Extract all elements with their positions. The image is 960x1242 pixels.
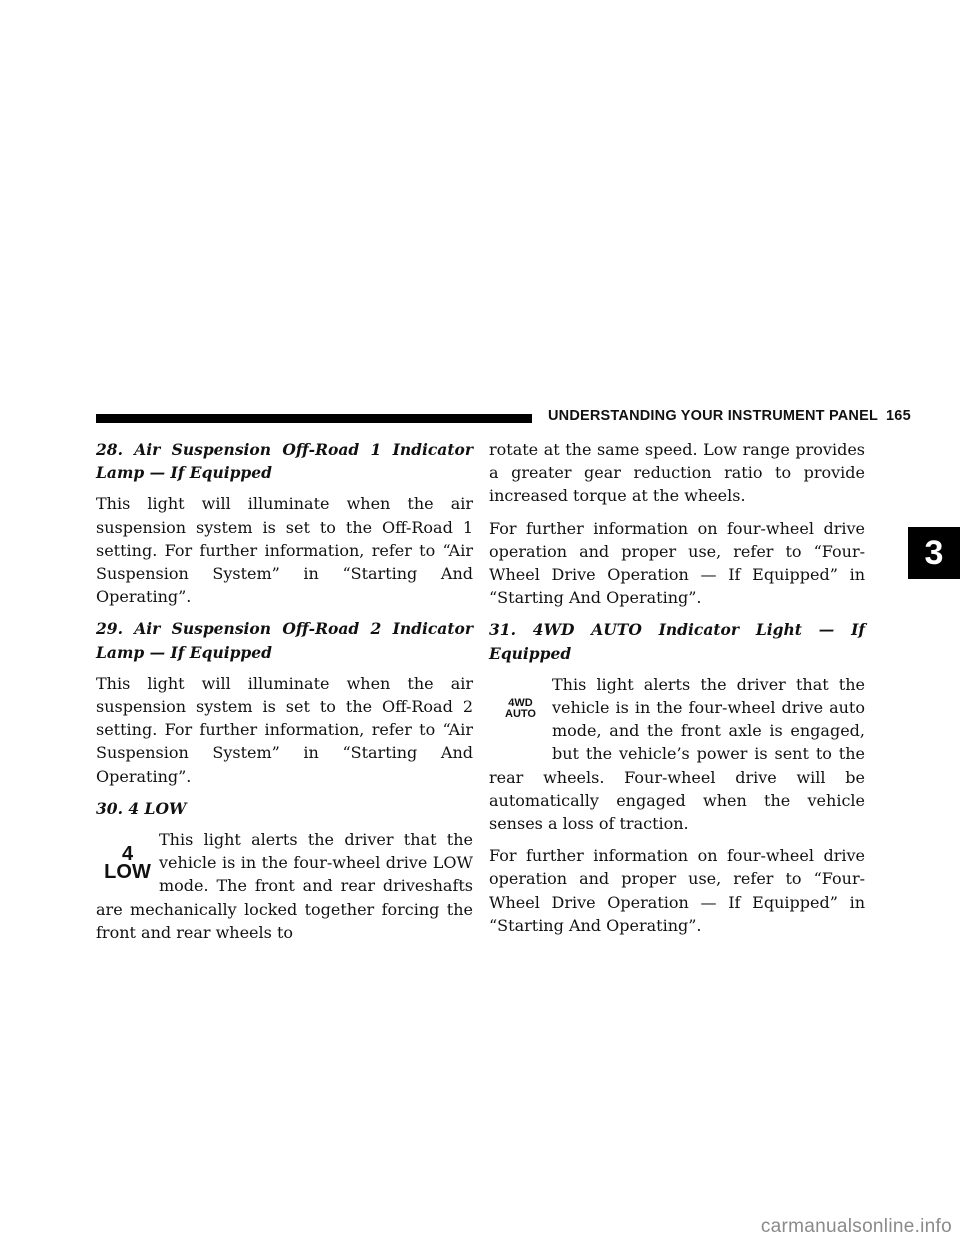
section-30-info: For further information on four-wheel drive operation and proper use, refer to “Four-Wheel Drive Operation — If Equipped” in “Starting And Operating”. xyxy=(489,518,865,608)
section-28-body: This light will illuminate when the air suspension system is set to the Off-Road 1 setting. For further information, refer to “Air Suspension System” in “Starting And Operating”. xyxy=(96,494,473,607)
four-low-icon-line2: LOW xyxy=(104,861,151,884)
right-column xyxy=(489,438,865,946)
four-low-icon xyxy=(96,828,159,892)
section-31-icon-paragraph xyxy=(489,673,865,835)
section-30-continued: rotate at the same speed. Low range provides a greater gear reduction ratio to provide increased torque at the wheels. xyxy=(489,440,865,506)
section-29-heading: 29. Air Suspension Off-Road 2 Indicator Lamp — If Equipped xyxy=(96,619,473,662)
section-31-heading: 31. 4WD AUTO Indicator Light — If Equipped xyxy=(489,620,865,663)
header-rule xyxy=(96,414,532,423)
section-title: UNDERSTANDING YOUR INSTRUMENT PANEL xyxy=(548,408,879,424)
chapter-tab: 3 xyxy=(908,527,960,579)
section-31-info: For further information on four-wheel drive operation and proper use, refer to “Four-Wheel Drive Operation — If Equipped” in “Starting And Operating”. xyxy=(489,846,865,935)
four-wd-auto-icon xyxy=(489,673,552,745)
section-30-body: This light alerts the driver that the vehicle is in the four-wheel drive LOW mode. The front and rear driveshafts are mechanically locked together forcing the front and rear wheels to xyxy=(96,830,473,942)
page-number: 165 xyxy=(886,408,911,424)
four-wd-auto-icon-line1: 4WD xyxy=(508,696,533,709)
four-wd-auto-icon-line2: AUTO xyxy=(505,707,536,720)
four-low-icon-line1: 4 xyxy=(121,843,134,866)
section-28-heading: 28. Air Suspension Off-Road 1 Indicator Lamp — If Equipped xyxy=(96,440,473,483)
section-30-icon-paragraph xyxy=(96,828,473,944)
section-30-heading: 30. 4 LOW xyxy=(96,798,187,818)
section-31-body: This light alerts the driver that the vehicle is in the four-wheel drive auto mode, and the front axle is engaged, but the vehicle’s power is sent to the rear wheels. Four-wheel drive will be automatically engaged when the vehicle senses a loss of traction. xyxy=(489,674,865,834)
running-header xyxy=(548,408,911,424)
section-29-body: This light will illuminate when the air suspension system is set to the Off-Road 2 setting. For further information, refer to “Air Suspension System” in “Starting And Operating”. xyxy=(96,673,473,786)
left-column xyxy=(96,438,473,953)
watermark-logo: carmanualsonline.info xyxy=(760,1216,952,1237)
